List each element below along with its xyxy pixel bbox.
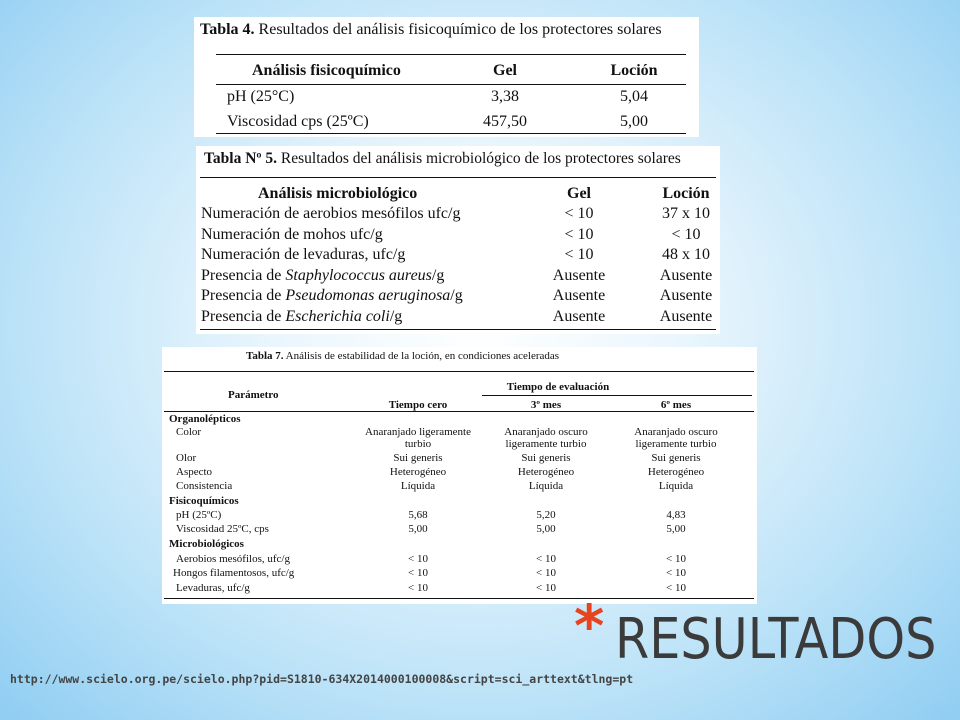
table-5-row-param-text: Numeración de aerobios mesófilos ufc/g [201,205,461,222]
table-5-top-rule [200,177,716,178]
table-5-row-gel: Ausente [552,287,606,304]
table-5-row-param-pre: Presencia de [201,287,286,304]
table-4-top-rule [216,54,686,55]
table-5-row-param-organism: Staphylococcus aureus [285,267,432,284]
table-5-row-param [201,267,444,285]
table-4-bottom-rule [216,133,686,134]
table-7-group-rule [482,395,752,396]
table-4-panel [194,17,699,137]
table-7-row-t3-line1: Anaranjado oscuro [504,426,588,438]
table-5-row-gel: Ausente [552,267,606,284]
table-7-row-param: Consistencia [176,480,233,492]
table-5-header-locion: Loción [662,185,710,202]
table-7-section-microbiologicos: Microbiológicos [169,538,244,550]
table-7-row-t3: Heterogéneo [517,466,575,478]
table-7-row-t3: < 10 [536,553,556,565]
table-7-caption-label: Tabla 7. [246,350,284,362]
table-5-row-gel: < 10 [564,226,594,243]
table-7-row-t0: Heterogéneo [389,466,447,478]
table-7-row-t6: Sui generis [651,452,701,464]
table-5-caption [204,150,681,168]
table-4-caption-text: Resultados del análisis fisicoquímico de los protectores solares [254,21,662,38]
table-5-row-param [201,308,402,326]
table-5-caption-label: Tabla Nº 5. [204,150,278,167]
table-5-row-locion: Ausente [659,287,713,304]
table-4-row-ph-locion: 5,04 [620,88,648,105]
table-4-header-locion: Loción [610,62,658,79]
table-7-row-param: Hongos filamentosos, ufc/g [173,567,295,579]
table-7-section-organolepticos: Organolépticos [169,413,241,425]
table-7-row-t3: < 10 [536,567,556,579]
table-7-caption-text: Análisis de estabilidad de la loción, en condiciones aceleradas [283,350,560,362]
table-4-row-visc-gel: 457,50 [483,113,527,130]
table-7-row-t0: 5,68 [408,509,428,521]
table-7-row-t0: Líquida [400,480,436,492]
table-4-header-param: Análisis fisicoquímico [252,62,401,79]
table-7-header-t6: 6º mes [660,399,692,411]
table-7-row-param: Aerobios mesófilos, ufc/g [176,553,290,565]
table-7-row-t3: 5,20 [536,509,556,521]
table-5-row-param [201,226,383,244]
table-4-header-gel: Gel [493,62,517,79]
table-7-row-t6: 5,00 [666,523,686,535]
table-7-bottom-rule [164,598,754,599]
table-7-header-group: Tiempo de evaluación [506,381,610,393]
table-7-row-t3: < 10 [536,582,556,594]
table-7-section-fisicoquimicos: Fisicoquímicos [169,495,239,507]
table-7-row-param: Olor [176,452,197,464]
table-7-row-t6: 4,83 [666,509,686,521]
table-7-row-t0 [365,426,471,450]
table-4-caption-label: Tabla 4. [200,21,255,38]
table-7-row-t3: 5,00 [536,523,556,535]
table-7-row-t0: 5,00 [408,523,428,535]
table-5-caption-text: Resultados del análisis microbiológico de los protectores solares [277,150,681,167]
table-4-row-ph-gel: 3,38 [491,88,519,105]
source-url[interactable]: http://www.scielo.org.pe/scielo.php?pid=S1810-634X2014000100008&script=sci_arttext&tlng=pt [10,672,634,686]
table-7-header-t3: 3º mes [530,399,562,411]
table-5-row-param-post: /g [431,267,445,284]
table-5-row-locion: Ausente [659,308,713,325]
slide-title: RESULTADOS [615,607,937,672]
table-7-header-param: Parámetro [228,389,279,401]
table-7-row-t0: < 10 [408,582,428,594]
table-5-row-locion: 48 x 10 [662,246,710,263]
table-7-row-t6-line1: Anaranjado oscuro [634,426,718,438]
table-7-header-t0: Tiempo cero [388,399,448,411]
table-5-row-param-text: Numeración de mohos ufc/g [201,226,383,243]
table-5-row-param-organism: Pseudomonas aeruginosa [285,287,451,304]
table-7-row-t3-line2: ligeramente turbio [505,438,587,450]
table-7-row-t6 [634,426,717,450]
table-7-row-t6: < 10 [666,567,686,579]
table-5-row-param-text: Numeración de levaduras, ufc/g [201,246,406,263]
table-7-row-t0-line1: Anaranjado ligeramente [365,426,471,438]
table-5-row-param [201,287,463,305]
table-5-header-gel: Gel [567,185,591,202]
table-7-panel [162,347,757,604]
table-7-row-param: Viscosidad 25ºC, cps [176,523,269,535]
table-7-row-param: Levaduras, ufc/g [176,582,250,594]
table-5-row-param-post: /g [389,308,403,325]
table-7-row-t3: Líquida [528,480,564,492]
table-4-row-visc-param: Viscosidad cps (25ºC) [227,113,369,130]
table-5-header-param: Análisis microbiológico [258,185,418,202]
table-5-row-param-post: /g [450,287,463,304]
table-4-row-ph-param: pH (25°C) [227,88,295,105]
table-4-header-rule [216,84,686,85]
table-5-row-param-organism: Escherichia coli [285,308,390,325]
table-7-row-t3: Sui generis [521,452,571,464]
table-7-row-param: Aspecto [176,466,213,478]
table-5-row-param [201,205,460,223]
table-7-row-t6: < 10 [666,553,686,565]
table-5-bottom-rule [200,329,716,330]
table-7-row-t0: < 10 [408,567,428,579]
table-7-row-t6-line2: ligeramente turbio [635,438,717,450]
table-5-panel [196,146,720,334]
table-5-row-param-pre: Presencia de [201,267,286,284]
table-5-row-gel: Ausente [552,308,606,325]
table-7-row-t6: Líquida [658,480,694,492]
table-5-row-param [201,246,405,264]
table-7-caption [246,350,559,362]
table-7-top-rule [164,371,754,372]
table-7-row-t3 [504,426,587,450]
table-7-row-param: pH (25ºC) [176,509,222,521]
table-7-row-t0: Sui generis [393,452,443,464]
table-5-row-locion: < 10 [671,226,701,243]
table-5-row-locion: 37 x 10 [662,205,710,222]
asterisk-bullet-icon: * [574,592,605,660]
table-5-row-param-pre: Presencia de [201,308,286,325]
table-7-row-t0: < 10 [408,553,428,565]
table-5-row-locion: Ausente [659,267,713,284]
table-4-caption [200,21,662,39]
table-5-row-gel: < 10 [564,246,594,263]
table-7-row-t0-line2: turbio [404,438,432,450]
table-7-row-t6: < 10 [666,582,686,594]
table-4-row-visc-locion: 5,00 [620,113,648,130]
table-5-row-gel: < 10 [564,205,594,222]
table-7-row-t6: Heterogéneo [647,466,705,478]
table-7-header-rule [164,411,754,412]
table-7-row-param: Color [176,426,202,438]
